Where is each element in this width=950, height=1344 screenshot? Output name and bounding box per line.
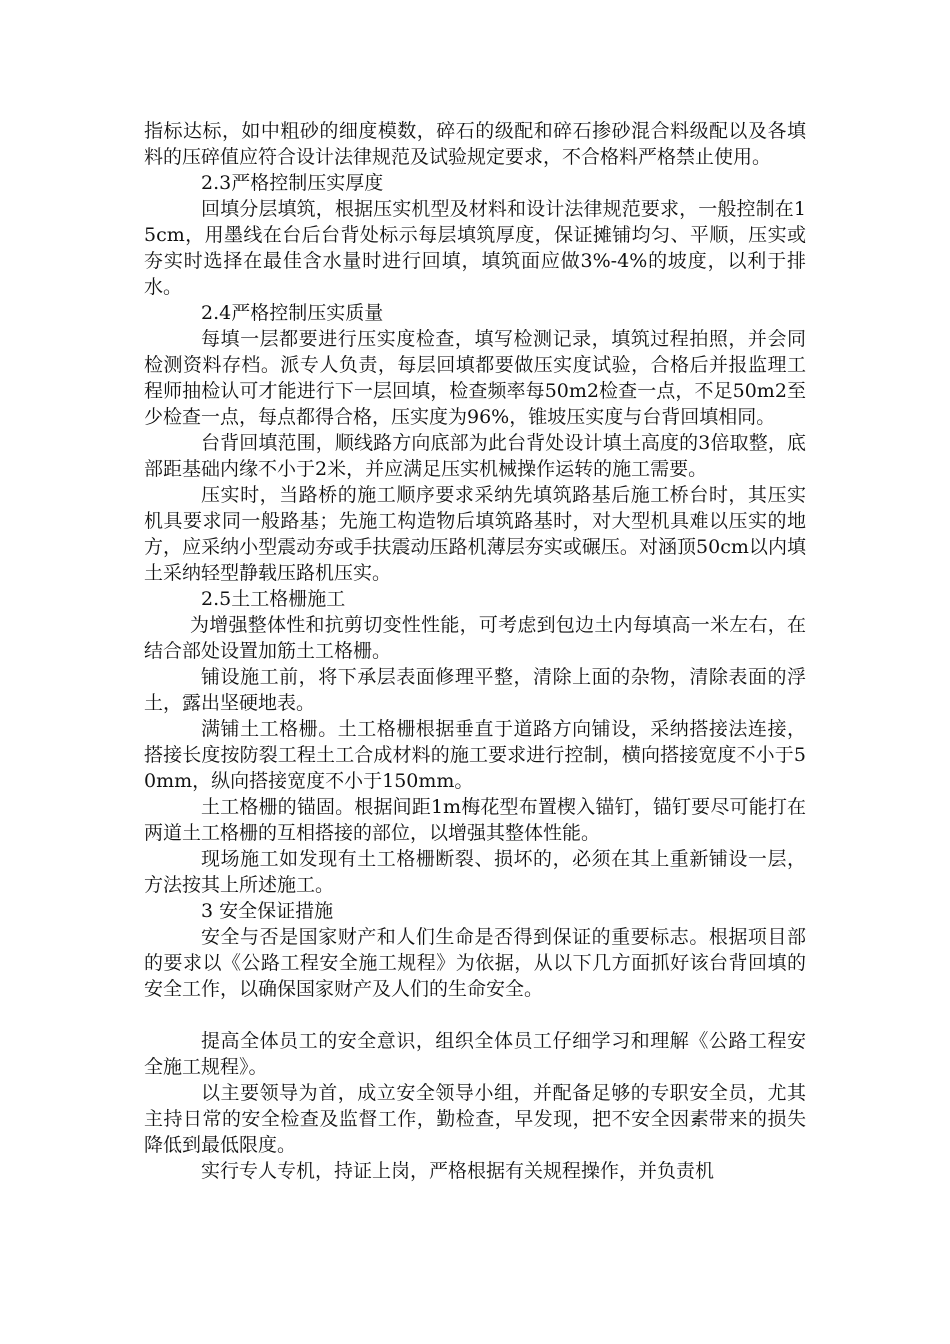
heading-2-4: 2.4严格控制压实质量 xyxy=(201,302,384,324)
paragraph-backfill-range: 台背回填范围，顺线路方向底部为此台背处设计填土高度的3倍取整，底部距基础内缘不小于2米，并应满足压实机械操作运转的施工需要。 xyxy=(144,432,806,480)
paragraph-layer-filling: 回填分层填筑，根据压实机型及材料和设计法律规范要求，一般控制在15cm，用墨线在台后台背处标示每层填筑厚度，保证摊铺均匀、平顺，压实或夯实时选择在最佳含水量时进行回填，填筑面应做3%-4%的坡度，以利于排水。 xyxy=(144,198,806,298)
heading-3: 3 安全保证措施 xyxy=(201,900,334,922)
paragraph-geogrid-preparation: 铺设施工前，将下承层表面修理平整，清除上面的杂物，清除表面的浮土，露出坚硬地表。 xyxy=(144,666,806,714)
paragraph-geogrid-anchoring: 土工格栅的锚固。根据间距1m梅花型布置楔入锚钉，锚钉要尽可能打在两道土工格栅的互相搭接的部位，以增强其整体性能。 xyxy=(144,796,806,844)
paragraph-compaction-machinery: 压实时，当路桥的施工顺序要求采纳先填筑路基后施工桥台时，其压实机具要求同一般路基；先施工构造物后填筑路基时，对大型机具难以压实的地方，应采纳小型震动夯或手扶震动压路机薄层夯实或碾压。对涵顶50cm以内填土采纳轻型静载压路机压实。 xyxy=(144,484,806,584)
paragraph-certified-operators: 实行专人专机，持证上岗，严格根据有关规程操作，并负责机 xyxy=(201,1160,715,1182)
heading-2-5: 2.5土工格栅施工 xyxy=(201,588,346,610)
paragraph-compaction-check: 每填一层都要进行压实度检查，填写检测记录，填筑过程拍照，并会同检测资料存档。派专人负责，每层回填都要做压实度试验，合格后并报监理工程师抽检认可才能进行下一层回填，检查频率每50m2检查一点，不足50m2至少检查一点，每点都得合格，压实度为96%，锥坡压实度与台背回填相同。 xyxy=(144,328,806,428)
paragraph-material-standard: 指标达标，如中粗砂的细度模数，碎石的级配和碎石掺砂混合料级配以及各填料的压碎值应符合设计法律规范及试验规定要求，不合格料严格禁止使用。 xyxy=(144,120,806,168)
document-page xyxy=(144,118,806,1184)
paragraph-safety-awareness: 提高全体员工的安全意识，组织全体员工仔细学习和理解《公路工程安全施工规程》。 xyxy=(144,1030,806,1078)
blank-line xyxy=(144,1002,806,1028)
paragraph-geogrid-laying: 满铺土工格栅。土工格栅根据垂直于道路方向铺设，采纳搭接法连接，搭接长度按防裂工程土工合成材料的施工要求进行控制，横向搭接宽度不小于50mm，纵向搭接宽度不小于150mm。 xyxy=(144,718,806,792)
heading-2-3: 2.3严格控制压实厚度 xyxy=(201,172,384,194)
paragraph-geogrid-purpose: 为增强整体性和抗剪切变性性能，可考虑到包边土内每填高一米左右，在结合部处设置加筋土工格栅。 xyxy=(144,614,806,662)
paragraph-safety-team: 以主要领导为首，成立安全领导小组，并配备足够的专职安全员，尤其主持日常的安全检查及监督工作，勤检查，早发现，把不安全因素带来的损失降低到最低限度。 xyxy=(144,1082,806,1156)
paragraph-safety-intro: 安全与否是国家财产和人们生命是否得到保证的重要标志。根据项目部的要求以《公路工程安全施工规程》为依据，从以下几方面抓好该台背回填的安全工作，以确保国家财产及人们的生命安全。 xyxy=(144,926,806,1000)
paragraph-geogrid-repair: 现场施工如发现有土工格栅断裂、损坏的，必须在其上重新铺设一层，方法按其上所述施工。 xyxy=(144,848,806,896)
